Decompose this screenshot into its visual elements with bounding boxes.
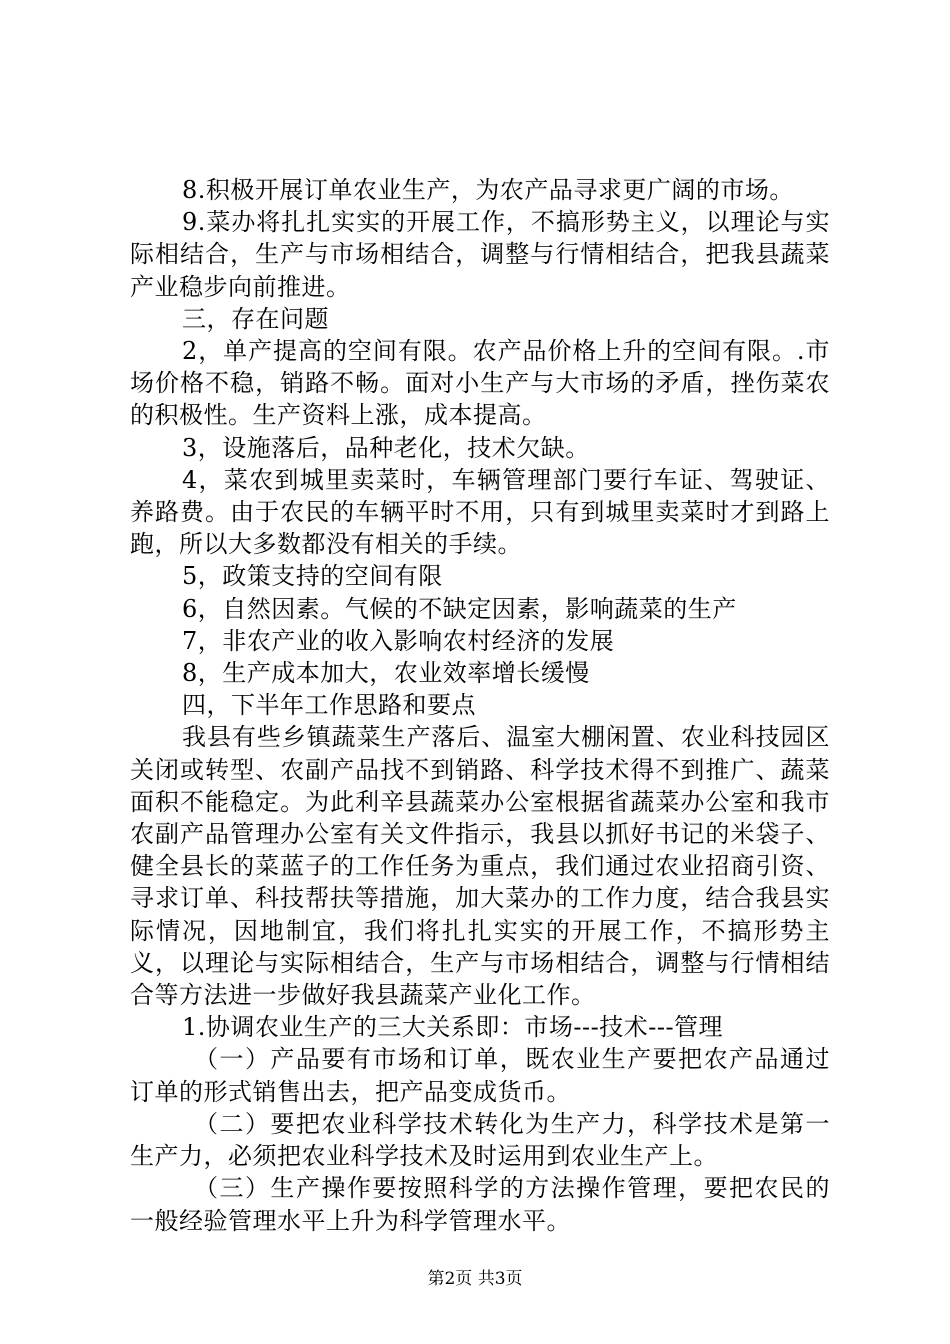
paragraph-problem-4: 4，菜农到城里卖菜时，车辆管理部门要行车证、驾驶证、养路费。由于农民的车辆平时不用，只有到城里卖菜时才到路上跑，所以大多数都没有相关的手续。 xyxy=(130,465,830,559)
paragraph-problem-8: 8，生产成本加大，农业效率增长缓慢 xyxy=(182,659,590,688)
section-heading-plan: 四，下半年工作思路和要点 xyxy=(182,691,476,720)
paragraph-relation-market: （一）产品要有市场和订单，既农业生产要把农产品通过订单的形式销售出去，把产品变成货币。 xyxy=(130,1045,830,1106)
paragraph-problem-6: 6，自然因素。气候的不缺定因素，影响蔬菜的生产 xyxy=(182,594,737,623)
paragraph-relation-technology: （二）要把农业科学技术转化为生产力，科学技术是第一生产力，必须把农业科学技术及时运用到农业生产上。 xyxy=(130,1109,830,1171)
paragraph-order-farming: 8.积极开展订单农业生产，为农产品寻求更广阔的市场。 xyxy=(182,176,794,204)
paragraph-relation-management: （三）生产操作要按照科学的方法操作管理，要把农民的一般经验管理水平上升为科学管理水平。 xyxy=(130,1174,830,1235)
paragraph-problem-3: 3，设施落后，品种老化，技术欠缺。 xyxy=(182,433,590,462)
paragraph-plan-overview: 我县有些乡镇蔬菜生产落后、温室大棚闲置、农业科技园区关闭或转型、农副产品找不到销路、科学技术得不到推广、蔬菜面积不能稳定。为此利辛县蔬菜办公室根据省蔬菜办公室和我市农副产品管理办公室有关文件指示，我县以抓好书记的米袋子、健全县长的菜蓝子的工作任务为重点，我们通过农业招商引资、寻求订单、科技帮扶等措施，加大菜办的工作力度，结合我县实际情况，因地制宜，我们将扎扎实实的开展工作，不搞形势主义，以理论与实际相结合，生产与市场相结合，调整与行情相结合等方法进一步做好我县蔬菜产业化工作。 xyxy=(130,723,830,1010)
paragraph-problem-7: 7，非农产业的收入影响农村经济的发展 xyxy=(182,626,615,655)
page-number-footer: 第2页 共3页 xyxy=(427,1269,523,1289)
document-body xyxy=(130,174,830,1237)
paragraph-problem-2: 2，单产提高的空间有限。农产品价格上升的空间有限。.市场价格不稳，销路不畅。面对小生产与大市场的矛盾，挫伤菜农的积极性。生产资料上涨，成本提高。 xyxy=(130,337,830,430)
paragraph-problem-5: 5，政策支持的空间有限 xyxy=(182,562,443,591)
paragraph-vegetable-office-work: 9.菜办将扎扎实实的开展工作，不搞形势主义，以理论与实际相结合，生产与市场相结合，调整与行情相结合，把我县蔬菜产业稳步向前推进。 xyxy=(130,208,830,301)
paragraph-three-relations: 1.协调农业生产的三大关系即：市场---技术---管理 xyxy=(182,1013,724,1042)
section-heading-problems: 三，存在问题 xyxy=(182,304,329,333)
